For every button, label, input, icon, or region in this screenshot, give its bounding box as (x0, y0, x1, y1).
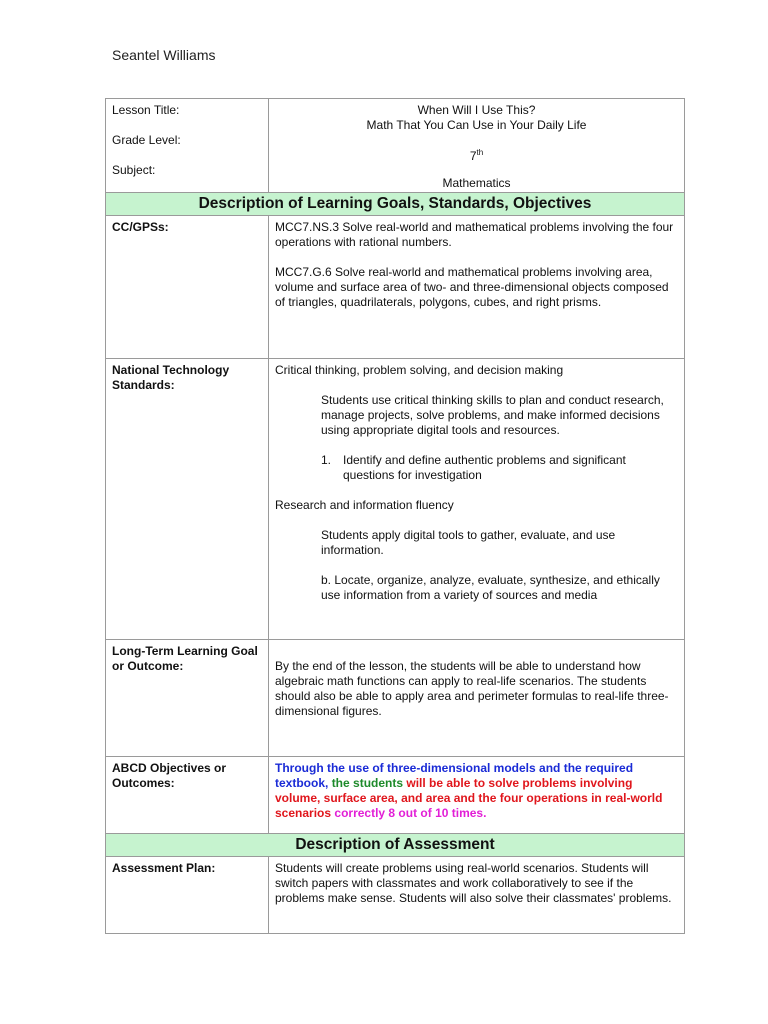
lesson-info-values (269, 99, 684, 192)
tech-paragraph-2: Students apply digital tools to gather, evaluate, and use information. (321, 528, 616, 557)
goal-label: Long-Term Learning Goal or Outcome: (106, 640, 269, 756)
list-text: Identify and define authentic problems and significant questions for investigation (343, 453, 626, 482)
goal-content (269, 640, 684, 756)
abcd-students: the students (331, 776, 404, 790)
grade-level-value: 7th (469, 148, 484, 163)
lesson-plan-table (105, 98, 685, 934)
tech-standards-content (269, 359, 684, 639)
abcd-content (269, 757, 684, 833)
lesson-info-row (106, 99, 684, 192)
abcd-behavior: will be able to solve problems involving volume, surface area, and area and the four operations in real-world scenarios (275, 776, 663, 820)
grade-level-label: Grade Level: (112, 133, 181, 147)
tech-standards-label: National Technology Standards: (106, 359, 269, 639)
tech-paragraph-3: b. Locate, organize, analyze, evaluate, synthesize, and ethically use information from a variety of sources and media (321, 573, 660, 602)
assessment-label: Assessment Plan: (106, 857, 269, 933)
ccgps-standard-2: MCC7.G.6 Solve real-world and mathematical problems involving area, volume and surface area of two- and three-dimensional objects composed of triangles, quadrilaterals, polygons, cubes, and right prisms. (275, 265, 669, 309)
tech-list-item (275, 453, 678, 483)
ccgps-row (106, 215, 684, 358)
assessment-row (106, 856, 684, 933)
abcd-audience: Through the use of three-dimensional models and the required textbook, (275, 761, 634, 790)
ccgps-content (269, 216, 684, 358)
section-heading-assessment: Description of Assessment (106, 833, 684, 856)
tech-heading-1: Critical thinking, problem solving, and decision making (275, 363, 564, 377)
lesson-title-label: Lesson Title: (112, 103, 180, 117)
abcd-label: ABCD Objectives or Outcomes: (106, 757, 269, 833)
goal-row (106, 639, 684, 756)
author-name: Seantel Williams (112, 47, 216, 63)
list-number: 1. (321, 453, 332, 467)
abcd-row (106, 756, 684, 833)
lesson-title-line2: Math That You Can Use in Your Daily Life (366, 118, 587, 132)
assessment-content: Students will create problems using real-world scenarios. Students will switch papers with classmates and work collaboratively to see if the problems make sense. Students will also solve their classmates' problems. (275, 861, 672, 905)
lesson-info-labels (106, 99, 269, 192)
ccgps-standard-1: MCC7.NS.3 Solve real-world and mathematical problems involving the four operations with rational numbers. (275, 220, 674, 249)
subject-value: Mathematics (442, 176, 511, 190)
abcd-degree: correctly 8 out of 10 times. (334, 806, 487, 820)
goal-text: By the end of the lesson, the students will be able to understand how algebraic math functions can apply to real-life scenarios. The students should also be able to apply area and perimeter formulas to real-life three-dimensional figures. (275, 659, 669, 718)
ccgps-label: CC/GPSs: (106, 216, 269, 358)
subject-label: Subject: (112, 163, 156, 177)
tech-heading-2: Research and information fluency (275, 498, 454, 512)
tech-paragraph-1: Students use critical thinking skills to plan and conduct research, manage projects, solve problems, and make informed decisions using appropriate digital tools and resources. (321, 393, 664, 437)
tech-standards-row (106, 358, 684, 639)
section-heading-goals: Description of Learning Goals, Standards, Objectives (106, 192, 684, 215)
lesson-title-line1: When Will I Use This? (417, 103, 536, 117)
abcd-text (275, 761, 678, 821)
